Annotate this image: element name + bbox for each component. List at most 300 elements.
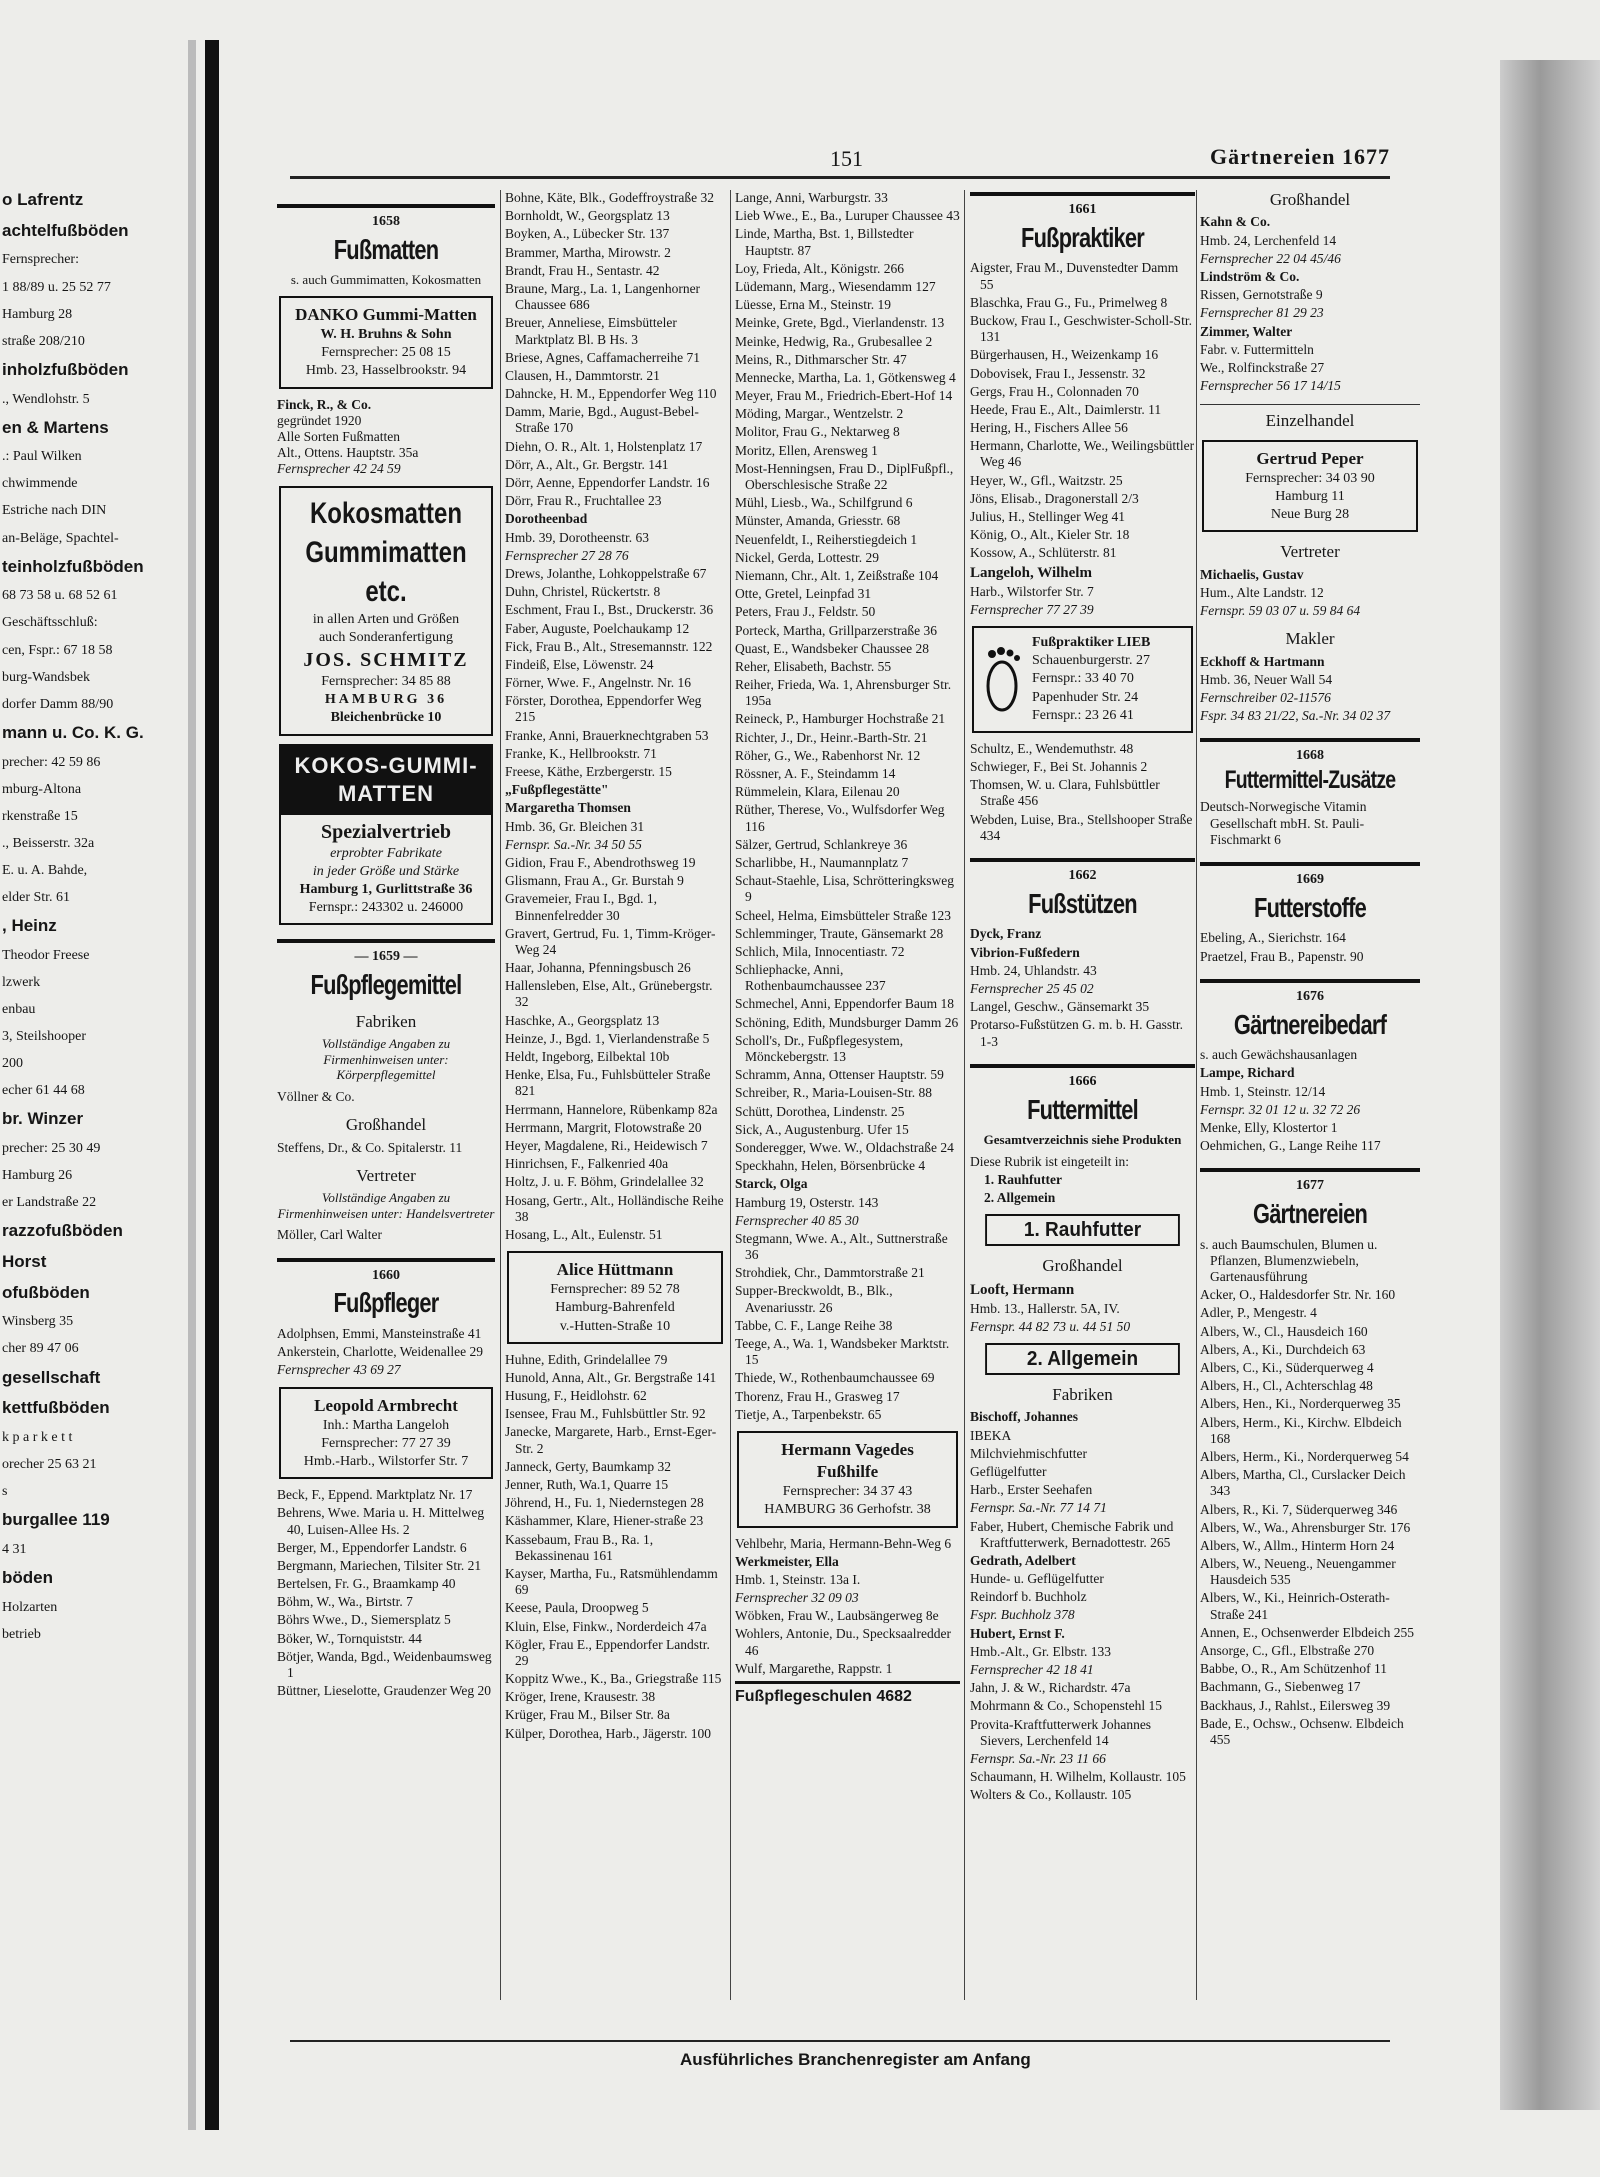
list-item: Fernschreiber 02-11576 — [1200, 690, 1331, 706]
section-title: Fußmatten — [333, 233, 439, 265]
list-item: Scholl's, Dr., Fußpflegesystem, Mönckebergstr. 13 — [735, 1032, 904, 1064]
ad-headline: Kokosmatten — [309, 496, 463, 530]
ad-line: in jeder Größe und Stärke — [312, 863, 460, 879]
list-item: Hosang, Gertr., Alt., Holländische Reihe 38 — [505, 1192, 724, 1224]
list-item: Moritz, Ellen, Arensweg 1 — [735, 442, 878, 458]
section-number: 1658 — [277, 204, 495, 231]
list-item: Albers, W., Wa., Ahrensburger Str. 176 — [1200, 1519, 1411, 1535]
list-item: Herrmann, Hannelore, Rübenkamp 82a — [505, 1101, 718, 1117]
list-item: Behrens, Wwe. Maria u. H. Mittelweg 40, Luisen-Allee Hs. 2 — [277, 1505, 485, 1537]
page-footer: Ausführliches Branchenregister am Anfang — [680, 2050, 1031, 2069]
list-item: Hamburg 19, Osterstr. 143 — [735, 1194, 879, 1210]
list-item: Gergs, Frau H., Colonnaden 70 — [970, 383, 1139, 399]
list-item: Schöning, Edith, Mundsburger Damm 26 — [735, 1014, 959, 1030]
column-2 — [505, 190, 725, 2020]
fragment-line: betrieb — [2, 1626, 41, 1642]
list-item: Teege, A., Wa. 1, Wandsbeker Marktstr. 15 — [735, 1336, 950, 1368]
entry-name: Looft, Hermann — [970, 1281, 1075, 1298]
list-item: Böhrs Wwe., D., Siemersplatz 5 — [277, 1612, 451, 1628]
subheading: Makler — [1285, 629, 1335, 649]
entry-line: Fernsprecher 25 45 02 — [970, 980, 1094, 996]
cross-reference: s. auch Gewächshausanlagen — [1200, 1047, 1358, 1063]
list-item: Fernspr. Sa.-Nr. 77 14 71 — [970, 1500, 1107, 1516]
list-item: Schmechel, Anni, Eppendorfer Baum 18 — [735, 996, 954, 1012]
list-item: Annen, E., Ochsenwerder Elbdeich 255 — [1200, 1624, 1415, 1640]
subheading: Vertreter — [356, 1165, 416, 1185]
entry-line: Fernspr. 44 82 73 u. 44 51 50 — [970, 1318, 1131, 1334]
list-item: Isensee, Frau M., Fuhlsbüttler Str. 92 — [505, 1406, 706, 1422]
list-item: Lampe, Richard — [1200, 1065, 1295, 1081]
section-title: Fußpflegemittel — [310, 969, 462, 1001]
ad-title: Spezialvertrieb — [321, 820, 451, 843]
fragment-line: o Lafrentz — [2, 190, 84, 209]
list-item: Möding, Margar., Wentzelstr. 2 — [735, 406, 904, 422]
fragment-line: echer 61 44 68 — [2, 1083, 85, 1099]
fragment-line: elder Str. 61 — [2, 889, 71, 905]
list-item: Fick, Frau B., Alt., Stresemannstr. 122 — [505, 638, 713, 654]
page-edge — [1500, 60, 1600, 2110]
list-item: Fernsprecher 27 28 76 — [505, 547, 629, 563]
list-item: Protarso-Fußstützen G. m. b. H. Gasstr. 1-3 — [970, 1017, 1183, 1049]
section-number: 1677 — [1200, 1168, 1420, 1195]
list-item: Janecke, Margarete, Harb., Ernst-Eger-Str. 2 — [505, 1424, 717, 1456]
fragment-line: Hamburg 26 — [2, 1167, 73, 1183]
entry-name: Dyck, Franz — [970, 926, 1042, 942]
list-item: Eckhoff & Hartmann — [1200, 653, 1325, 669]
list-item: Völlner & Co. — [277, 1089, 355, 1105]
ad-line: Papenhuder Str. 24 — [1032, 689, 1139, 705]
fragment-line: mann u. Co. K. G. — [2, 722, 144, 742]
list-item: Julius, H., Stellinger Weg 41 — [970, 509, 1126, 525]
list-item: Fspr. 34 83 21/22, Sa.-Nr. 34 02 37 — [1200, 708, 1391, 724]
list-item: Heede, Frau E., Alt., Daimlerstr. 11 — [970, 401, 1162, 417]
fragment-line: rkenstraße 15 — [2, 808, 78, 824]
subheading: Vertreter — [1280, 542, 1340, 562]
fragment-line: .: Paul Wilken — [2, 449, 82, 465]
list-item: Schliephacke, Anni, Rothenbaumchaussee 237 — [735, 962, 886, 994]
fragment-line: Winsberg 35 — [2, 1314, 74, 1330]
list-item: Bertelsen, Fr. G., Braamkamp 40 — [277, 1576, 456, 1592]
list-item: Heyer, Magdalene, Ri., Heidewisch 7 — [505, 1137, 708, 1153]
list-item: Gedrath, Adelbert — [970, 1552, 1076, 1568]
list-item: Jahn, J. & W., Richardstr. 47a — [970, 1680, 1131, 1696]
list-item: Jöns, Elisab., Dragonerstall 2/3 — [970, 490, 1139, 506]
list-item: Fernsprecher 43 69 27 — [277, 1362, 401, 1378]
list-item: Hosang, L., Alt., Eulenstr. 51 — [505, 1226, 663, 1242]
column-5 — [1200, 190, 1420, 2020]
list-item: Gravert, Gertrud, Fu. 1, Timm-Kröger-Weg 24 — [505, 925, 716, 957]
list-item: Babbe, O., R., Am Schützenhof 11 — [1200, 1661, 1387, 1677]
fragment-line: cher 89 47 06 — [2, 1341, 79, 1357]
ad-title: Hermann Vagedes — [781, 1439, 914, 1459]
list-item: Förster, Dorothea, Eppendorfer Weg 215 — [505, 693, 702, 725]
fragment-line: teinholzfußböden — [2, 556, 144, 576]
list-item: Lindström & Co. — [1200, 268, 1300, 284]
ad-line: in allen Arten und Größen — [312, 611, 460, 627]
list-item: Möller, Carl Walter — [277, 1227, 382, 1243]
list-item: Adolphsen, Emmi, Mansteinstraße 41 — [277, 1325, 482, 1341]
list-item: Glismann, Frau A., Gr. Burstah 9 — [505, 873, 684, 889]
list-item: Fernspr. Sa.-Nr. 23 11 66 — [970, 1750, 1106, 1766]
list-item: Faber, Hubert, Chemische Fabrik und Kraftfutterwerk, Bernadottestr. 265 — [970, 1518, 1174, 1550]
fragment-line: böden — [2, 1568, 53, 1588]
list-item: Ebeling, A., Sierichstr. 164 — [1200, 930, 1346, 946]
list-item: Külper, Dorothea, Harb., Jägerstr. 100 — [505, 1725, 712, 1741]
entry-line: Harb., Wilstorfer Str. 7 — [970, 583, 1094, 599]
section-number: 1662 — [970, 858, 1195, 885]
list-item: Schwieger, F., Bei St. Johannis 2 — [970, 759, 1148, 775]
fragment-line: 1 88/89 u. 25 52 77 — [2, 279, 111, 295]
column-4 — [970, 190, 1195, 2020]
list-item: Adler, P., Mengestr. 4 — [1200, 1305, 1317, 1321]
entry-line: Alt., Ottens. Hauptstr. 35a — [277, 445, 419, 461]
list-item: Fernspr. 59 03 07 u. 59 84 64 — [1200, 603, 1361, 619]
list-item: Mühl, Liesb., Wa., Schilfgrund 6 — [735, 495, 913, 511]
list-item: Meinke, Grete, Bgd., Vierlandenstr. 13 — [735, 315, 945, 331]
fragment-line: Horst — [2, 1251, 47, 1271]
fragment-line: 3, Steilshooper — [2, 1028, 86, 1044]
ad-line: Fernsprecher: 34 03 90 — [1245, 470, 1375, 486]
ad-title: DANKO Gummi-Matten — [295, 304, 477, 324]
ad-line: Fernsprecher: 34 37 43 — [782, 1484, 913, 1500]
list-item: Dörr, A., Alt., Gr. Bergstr. 141 — [505, 456, 669, 472]
list-item: Ansorge, C., Gfl., Elbstraße 270 — [1200, 1643, 1375, 1658]
ad-danko — [279, 296, 493, 389]
list-item: Drews, Jolanthe, Lohkoppelstraße 67 — [505, 565, 707, 581]
list-item: Hmb. 1, Steinstr. 13a I. — [735, 1571, 861, 1587]
fragment-line: Estriche nach DIN — [2, 503, 107, 519]
list-item: Dobovisek, Frau I., Jessenstr. 32 — [970, 365, 1146, 381]
list-item: Berger, M., Eppendorfer Landstr. 6 — [277, 1539, 467, 1555]
entry-line: Finck, R., & Co. — [277, 396, 372, 412]
list-item: Bergmann, Mariechen, Tilsiter Str. 21 — [277, 1557, 482, 1573]
note: Gesamtverzeichnis siehe Produkten — [983, 1132, 1182, 1148]
list-item: Albers, C., Ki., Süderquerweg 4 — [1200, 1360, 1374, 1375]
ad-title: Fußhilfe — [816, 1462, 879, 1482]
ad-line: Inh.: Martha Langeloh — [322, 1417, 450, 1433]
ad-line: erprobter Fabrikate — [330, 845, 442, 861]
list-item: Schramm, Anna, Ottenser Hauptstr. 59 — [735, 1067, 944, 1083]
fragment-line: 4 31 — [2, 1541, 27, 1557]
list-item: Otte, Gretel, Leinpfad 31 — [735, 586, 872, 602]
list-item: Rissen, Gernotstraße 9 — [1200, 287, 1323, 303]
list-item: Geflügelfutter — [970, 1463, 1047, 1479]
fragment-line: kettfußböden — [2, 1398, 110, 1418]
list-item: Briese, Agnes, Caffamacherreihe 71 — [505, 349, 701, 365]
list-item: Böhm, W., Wa., Birtstr. 7 — [277, 1594, 413, 1610]
list-item: Albers, A., Ki., Durchdeich 63 — [1200, 1341, 1366, 1357]
section-number: 1661 — [970, 192, 1195, 219]
list-item: Provita-Kraftfutterwerk Johannes Sievers, Lerchenfeld 14 — [970, 1716, 1152, 1748]
subheading: Einzelhandel — [1200, 404, 1420, 431]
column-3 — [735, 190, 960, 2020]
fragment-line: mburg-Altona — [2, 781, 82, 797]
fragment-line: burgallee 119 — [2, 1510, 110, 1530]
list-item: „Fußpflegestätte" — [505, 782, 609, 798]
list-item: Kluin, Else, Finkw., Norderdeich 47a — [505, 1618, 707, 1634]
ad-line: HAMBURG 36 Gerhofstr. 38 — [764, 1502, 931, 1518]
list-item: Dahncke, H. M., Eppendorfer Weg 110 — [505, 386, 717, 402]
list-item: Boyken, A., Lübecker Str. 137 — [505, 226, 670, 242]
entry-line: Fernsprecher 77 27 39 — [970, 601, 1094, 617]
list-item: Stegmann, Wwe. A., Alt., Suttnerstraße 36 — [735, 1230, 948, 1263]
list-item: Dörr, Frau R., Fruchtallee 23 — [505, 493, 662, 509]
list-item: Tabbe, C. F., Lange Reihe 38 — [735, 1317, 893, 1333]
list-item: Richter, J., Dr., Heinr.-Barth-Str. 21 — [735, 729, 928, 745]
list-item: Deutsch-Norwegische Vitamin Gesellschaft mbH. St. Pauli-Fischmarkt 6 — [1200, 799, 1367, 847]
list-item: Schlemminger, Traute, Gänsemarkt 28 — [735, 925, 944, 941]
list-item: Albers, Herm., Ki., Norderquerweg 54 — [1200, 1448, 1409, 1464]
section-title: Fußpfleger — [333, 1287, 439, 1319]
subheading: Großhandel — [1269, 190, 1351, 209]
list-item: Schultz, E., Wendemuthstr. 48 — [970, 740, 1134, 756]
section-title: Fußstützen — [1028, 887, 1137, 919]
ad-line: Neue Burg 28 — [1270, 507, 1350, 523]
list-item: Tietje, A., Tarpenbekstr. 65 — [735, 1406, 882, 1422]
list-item: Most-Henningsen, Frau D., DiplFußpfl., Oberschlesische Straße 22 — [735, 460, 954, 492]
list-item: Münster, Amanda, Griesstr. 68 — [735, 513, 901, 529]
left-page-fragment — [0, 190, 198, 2040]
list-item: Thiede, W., Rothenbaumchaussee 69 — [735, 1370, 935, 1386]
ad-line: Fernspr.: 23 26 41 — [1032, 707, 1134, 723]
ad-line: Fernsprecher: 89 52 78 — [550, 1282, 680, 1298]
ad-title: Alice Hüttmann — [556, 1260, 674, 1280]
list-item: Braune, Marg., La. 1, Langenhorner Chaussee 686 — [505, 280, 701, 313]
list-item: Bötjer, Wanda, Bgd., Weidenbaumsweg 1 — [277, 1648, 492, 1681]
subheading: Fabriken — [1052, 1385, 1113, 1405]
list-item: Duhn, Christel, Rückertstr. 8 — [505, 584, 661, 600]
ad-line: Fernsprecher: 34 85 88 — [321, 673, 451, 689]
list-item: Lüesse, Erna M., Steinstr. 19 — [735, 297, 891, 313]
footer-rule — [290, 2040, 1390, 2042]
list-item: Käshammer, Klare, Hiener-straße 23 — [505, 1513, 704, 1529]
fragment-line: en & Martens — [2, 417, 109, 437]
list-item: Sonderegger, Wwe. W., Oldachstraße 24 — [735, 1139, 954, 1155]
ad-line: Fernspr.: 243302 u. 246000 — [308, 900, 464, 916]
list-item: Husung, F., Heidlohstr. 62 — [505, 1388, 647, 1404]
fragment-line: orecher 25 63 21 — [2, 1457, 97, 1473]
section-number: 1660 — [277, 1258, 495, 1285]
list-item: Fabr. v. Futtermitteln — [1200, 341, 1314, 357]
list-item: Krüger, Frau M., Bilser Str. 8a — [505, 1707, 670, 1723]
list-item: Hmb. 39, Dorotheenstr. 63 — [505, 529, 649, 545]
column-divider — [500, 190, 501, 2000]
column-1 — [277, 190, 495, 2020]
fragment-line: Holzarten — [2, 1599, 58, 1615]
list-item: Keese, Paula, Droopweg 5 — [505, 1600, 649, 1616]
list-item: Hunde- u. Geflügelfutter — [970, 1571, 1104, 1587]
list-item: Heyer, W., Gfl., Waitzstr. 25 — [970, 472, 1123, 488]
fragment-line: lzwerk — [2, 974, 41, 990]
list-item: Jenner, Ruth, Wa.1, Quarre 15 — [505, 1477, 669, 1493]
list-item: Fernsprecher 56 17 14/15 — [1200, 378, 1341, 394]
fragment-line: dorfer Damm 88/90 — [2, 696, 114, 712]
list-item: Bornholdt, W., Georgsplatz 13 — [505, 208, 670, 224]
ad-peper — [1202, 440, 1418, 533]
ad-line: Hamburg 11 — [1275, 488, 1345, 504]
ad-kokos-gummi — [279, 744, 493, 926]
fragment-line: chwimmende — [2, 476, 78, 492]
list-item: Thomsen, W. u. Clara, Fuhlsbüttler Straße 456 — [970, 777, 1160, 809]
fragment-line: burg-Wandsbek — [2, 669, 91, 685]
list-item: Gidion, Frau F., Abendrothsweg 19 — [505, 854, 696, 870]
list-item: Blaschka, Frau G., Fu., Primelweg 8 — [970, 294, 1168, 310]
list-item: Koppitz Wwe., K., Ba., Griegstraße 115 — [505, 1671, 722, 1687]
list-item: Speckhahn, Helen, Börsenbrücke 4 — [735, 1158, 926, 1174]
ad-line: Fernspr.: 33 40 70 — [1032, 671, 1134, 687]
list-item: Quast, E., Wandsbeker Chaussee 28 — [735, 640, 929, 656]
list-item: Aigster, Frau M., Duvenstedter Damm 55 — [970, 260, 1179, 292]
list-item: Heldt, Ingeborg, Eilbektal 10b — [505, 1049, 670, 1064]
list-item: Findeiß, Else, Löwenstr. 24 — [505, 656, 654, 672]
list-item: Mennecke, Martha, La. 1, Götkensweg 4 — [735, 369, 956, 385]
list-item: Schaumann, H. Wilhelm, Kollaustr. 105 — [970, 1769, 1186, 1785]
fragment-line: Fernsprecher: — [2, 252, 79, 268]
list-item: Lüdemann, Marg., Wiesendamm 127 — [735, 278, 936, 294]
list-item: Albers, H., Cl., Achterschlag 48 — [1200, 1378, 1373, 1394]
list-item: Meinke, Hedwig, Ra., Grubesallee 2 — [735, 333, 933, 349]
list-item: Wohlers, Antonie, Du., Specksaalredder 46 — [735, 1626, 951, 1658]
list-item: Rössner, A. F., Steindamm 14 — [735, 766, 896, 781]
entry-line: Fernsprecher 42 24 59 — [277, 461, 401, 477]
list-item: Bohne, Käte, Blk., Godeffroystraße 32 — [505, 190, 714, 205]
list-item: Molitor, Frau G., Nektarweg 8 — [735, 424, 900, 440]
list-item: Scharlibbe, H., Naumannplatz 7 — [735, 854, 909, 870]
ad-line: v.-Hutten-Straße 10 — [559, 1318, 671, 1334]
list-item: Neuenfeldt, I., Reiherstiegdeich 1 — [735, 531, 918, 547]
list-item: Brandt, Frau H., Sentastr. 42 — [505, 262, 660, 278]
list-item: Sick, A., Augustenburg. Ufer 15 — [735, 1121, 909, 1137]
ad-schmitz — [279, 486, 493, 736]
ad-title: Leopold Armbrecht — [314, 1395, 458, 1415]
list-item: Acker, O., Haldesdorfer Str. Nr. 160 — [1200, 1287, 1396, 1303]
list-item: Albers, W., Cl., Hausdeich 160 — [1200, 1323, 1368, 1339]
list-item: Hmb. 36, Neuer Wall 54 — [1200, 671, 1333, 687]
list-item: König, O., Alt., Kieler Str. 18 — [970, 527, 1130, 543]
list-item: Langel, Geschw., Gänsemarkt 35 — [970, 999, 1150, 1015]
list-item: Franke, Anni, Brauerknechtgraben 53 — [505, 727, 709, 743]
entry-line: gegründet 1920 — [277, 412, 362, 428]
list-item: Janneck, Gerty, Baumkamp 32 — [505, 1458, 671, 1474]
list-item: Zimmer, Walter — [1200, 323, 1293, 339]
list-item: Albers, Martha, Cl., Curslacker Deich 343 — [1200, 1467, 1406, 1499]
column-divider — [730, 190, 731, 2000]
list-item: Fernsprecher 81 29 23 — [1200, 305, 1324, 321]
ad-title: Fußpraktiker LIEB — [1032, 634, 1151, 650]
section-reference: Fußpflegeschulen 4682 — [735, 1681, 960, 1706]
fragment-line: cen, Fspr.: 67 18 58 — [2, 642, 113, 658]
list-item: Meins, R., Dithmarscher Str. 47 — [735, 351, 907, 367]
fragment-line: achtelfußböden — [2, 220, 129, 240]
ad-huettmann — [507, 1251, 723, 1344]
list-item: Kögler, Frau E., Eppendorfer Landstr. 29 — [505, 1636, 710, 1668]
section-title: Futtermittel — [1027, 1093, 1138, 1125]
header-rule — [290, 176, 1390, 179]
section-number: 1666 — [970, 1064, 1195, 1091]
fragment-line: straße 208/210 — [2, 333, 85, 349]
list-item: Scheel, Helma, Eimsbütteler Straße 123 — [735, 907, 951, 923]
entry-line: Hmb. 24, Uhlandstr. 43 — [970, 962, 1097, 978]
list-item: Mohrmann & Co., Schopenstehl 15 — [970, 1698, 1162, 1714]
list-item: Vehlbehr, Maria, Hermann-Behn-Weg 6 — [735, 1535, 952, 1551]
list-item: We., Rolfinckstraße 27 — [1200, 359, 1325, 375]
list-item: Porteck, Martha, Grillparzerstraße 36 — [735, 622, 938, 638]
list-item: Henke, Elsa, Fu., Fuhlsbütteler Straße 821 — [505, 1067, 711, 1099]
list-item: Werkmeister, Ella — [735, 1553, 839, 1569]
page-header — [290, 140, 1390, 180]
fragment-line: E. u. A. Bahde, — [2, 862, 88, 878]
subheading: Fabriken — [355, 1011, 417, 1031]
note: Vollständige Angaben zu Firmenhinweisen unter: Handelsvertreter — [277, 1190, 495, 1221]
fragment-line: s — [2, 1484, 8, 1500]
list-item: IBEKA — [970, 1427, 1012, 1443]
list-item: Strohdiek, Chr., Dammtorstraße 21 — [735, 1265, 925, 1281]
ad-line: Hamburg 1, Gurlittstraße 36 — [299, 882, 473, 898]
section-title: Futtermittel-Zusätze — [1224, 766, 1396, 795]
subheading: Großhandel — [1042, 1256, 1123, 1276]
list-item: Schaut-Staehle, Lisa, Schrötteringksweg 9 — [735, 873, 954, 905]
fragment-line: an-Beläge, Spachtel- — [2, 530, 119, 546]
list-item: Schlich, Mila, Innocentiastr. 72 — [735, 943, 905, 959]
list-item: Fernsprecher 40 85 30 — [735, 1212, 859, 1228]
list-item: Huhne, Edith, Grindelallee 79 — [505, 1351, 668, 1367]
list-item: 2. Allgemein — [984, 1190, 1056, 1206]
list-item: Buckow, Frau I., Geschwister-Scholl-Str. 131 — [970, 312, 1192, 345]
list-item: Steffens, Dr., & Co. Spitalerstr. 11 — [277, 1139, 463, 1155]
section-title: Gärtnereien — [1252, 1198, 1368, 1230]
list-item: Hunold, Anna, Alt., Gr. Bergstraße 141 — [505, 1369, 717, 1385]
list-item: Damm, Marie, Bgd., August-Bebel-Straße 170 — [505, 404, 699, 436]
list-item: Heinze, J., Bgd. 1, Vierlandenstraße 5 — [505, 1030, 710, 1046]
list-item: Brammer, Martha, Mirowstr. 2 — [505, 244, 671, 260]
entry-line: Vibrion-Fußfedern — [970, 944, 1080, 960]
entry-line: Hmb. 13., Hallerstr. 5A, IV. — [970, 1300, 1120, 1316]
list-item: Fernspr. 32 01 12 u. 32 72 26 — [1200, 1101, 1361, 1117]
list-item: Loy, Frieda, Alt., Königstr. 266 — [735, 260, 904, 276]
list-item: Meyer, Frau M., Friedrich-Ebert-Hof 14 — [735, 388, 953, 404]
list-item: Reindorf b. Buchholz — [970, 1589, 1087, 1605]
list-item: Supper-Breckwoldt, B., Blk., Avenariusstr. 26 — [735, 1283, 893, 1315]
list-item: Kröger, Irene, Krausestr. 38 — [505, 1689, 656, 1705]
list-item: Freese, Käthe, Erzbergerstr. 15 — [505, 764, 672, 779]
list-item: Hmb.-Alt., Gr. Elbstr. 133 — [970, 1643, 1111, 1659]
list-item: Förner, Wwe. F., Angelnstr. Nr. 16 — [505, 675, 691, 691]
list-item: Rüther, Therese, Vo., Wulfsdorfer Weg 116 — [735, 802, 945, 834]
list-item: Haar, Johanna, Pfenningsbusch 26 — [505, 960, 691, 976]
foot-icon — [978, 644, 1026, 714]
boxed-subheading: 1. Rauhfutter — [985, 1214, 1180, 1246]
column-divider — [964, 190, 965, 2000]
section-number: 1668 — [1200, 738, 1420, 765]
fragment-line: razzofußböden — [2, 1221, 123, 1241]
list-item: Niemann, Chr., Alt. 1, Zeißstraße 104 — [735, 567, 939, 583]
list-item: Holtz, J. u. F. Böhm, Grindelallee 32 — [505, 1174, 704, 1190]
list-item: Albers, Hen., Ki., Norderquerweg 35 — [1200, 1396, 1401, 1412]
ad-line: W. H. Bruhns & Sohn — [320, 327, 452, 343]
cross-reference: s. auch Gummimatten, Kokosmatten — [290, 272, 482, 288]
ad-line: Fernsprecher: 25 08 15 — [321, 345, 451, 361]
list-item: Kayser, Martha, Fu., Ratsmühlendamm 69 — [505, 1565, 718, 1598]
list-item: Eschment, Frau I., Bst., Druckerstr. 36 — [505, 602, 714, 618]
column-divider — [1196, 190, 1197, 2000]
list-item: Albers, Herm., Ki., Kirchw. Elbdeich 168 — [1200, 1414, 1402, 1446]
list-item: Schütt, Dorothea, Lindenstr. 25 — [735, 1103, 905, 1119]
list-item: Bachmann, G., Siebenweg 17 — [1200, 1679, 1361, 1695]
ad-headline: Gummimatten etc. — [305, 535, 467, 608]
ad-line: Schauenburgerstr. 27 — [1032, 653, 1150, 669]
list-item: Fernsprecher 42 18 41 — [970, 1662, 1094, 1678]
ad-line: Hmb. 23, Hasselbrookstr. 94 — [305, 363, 467, 379]
